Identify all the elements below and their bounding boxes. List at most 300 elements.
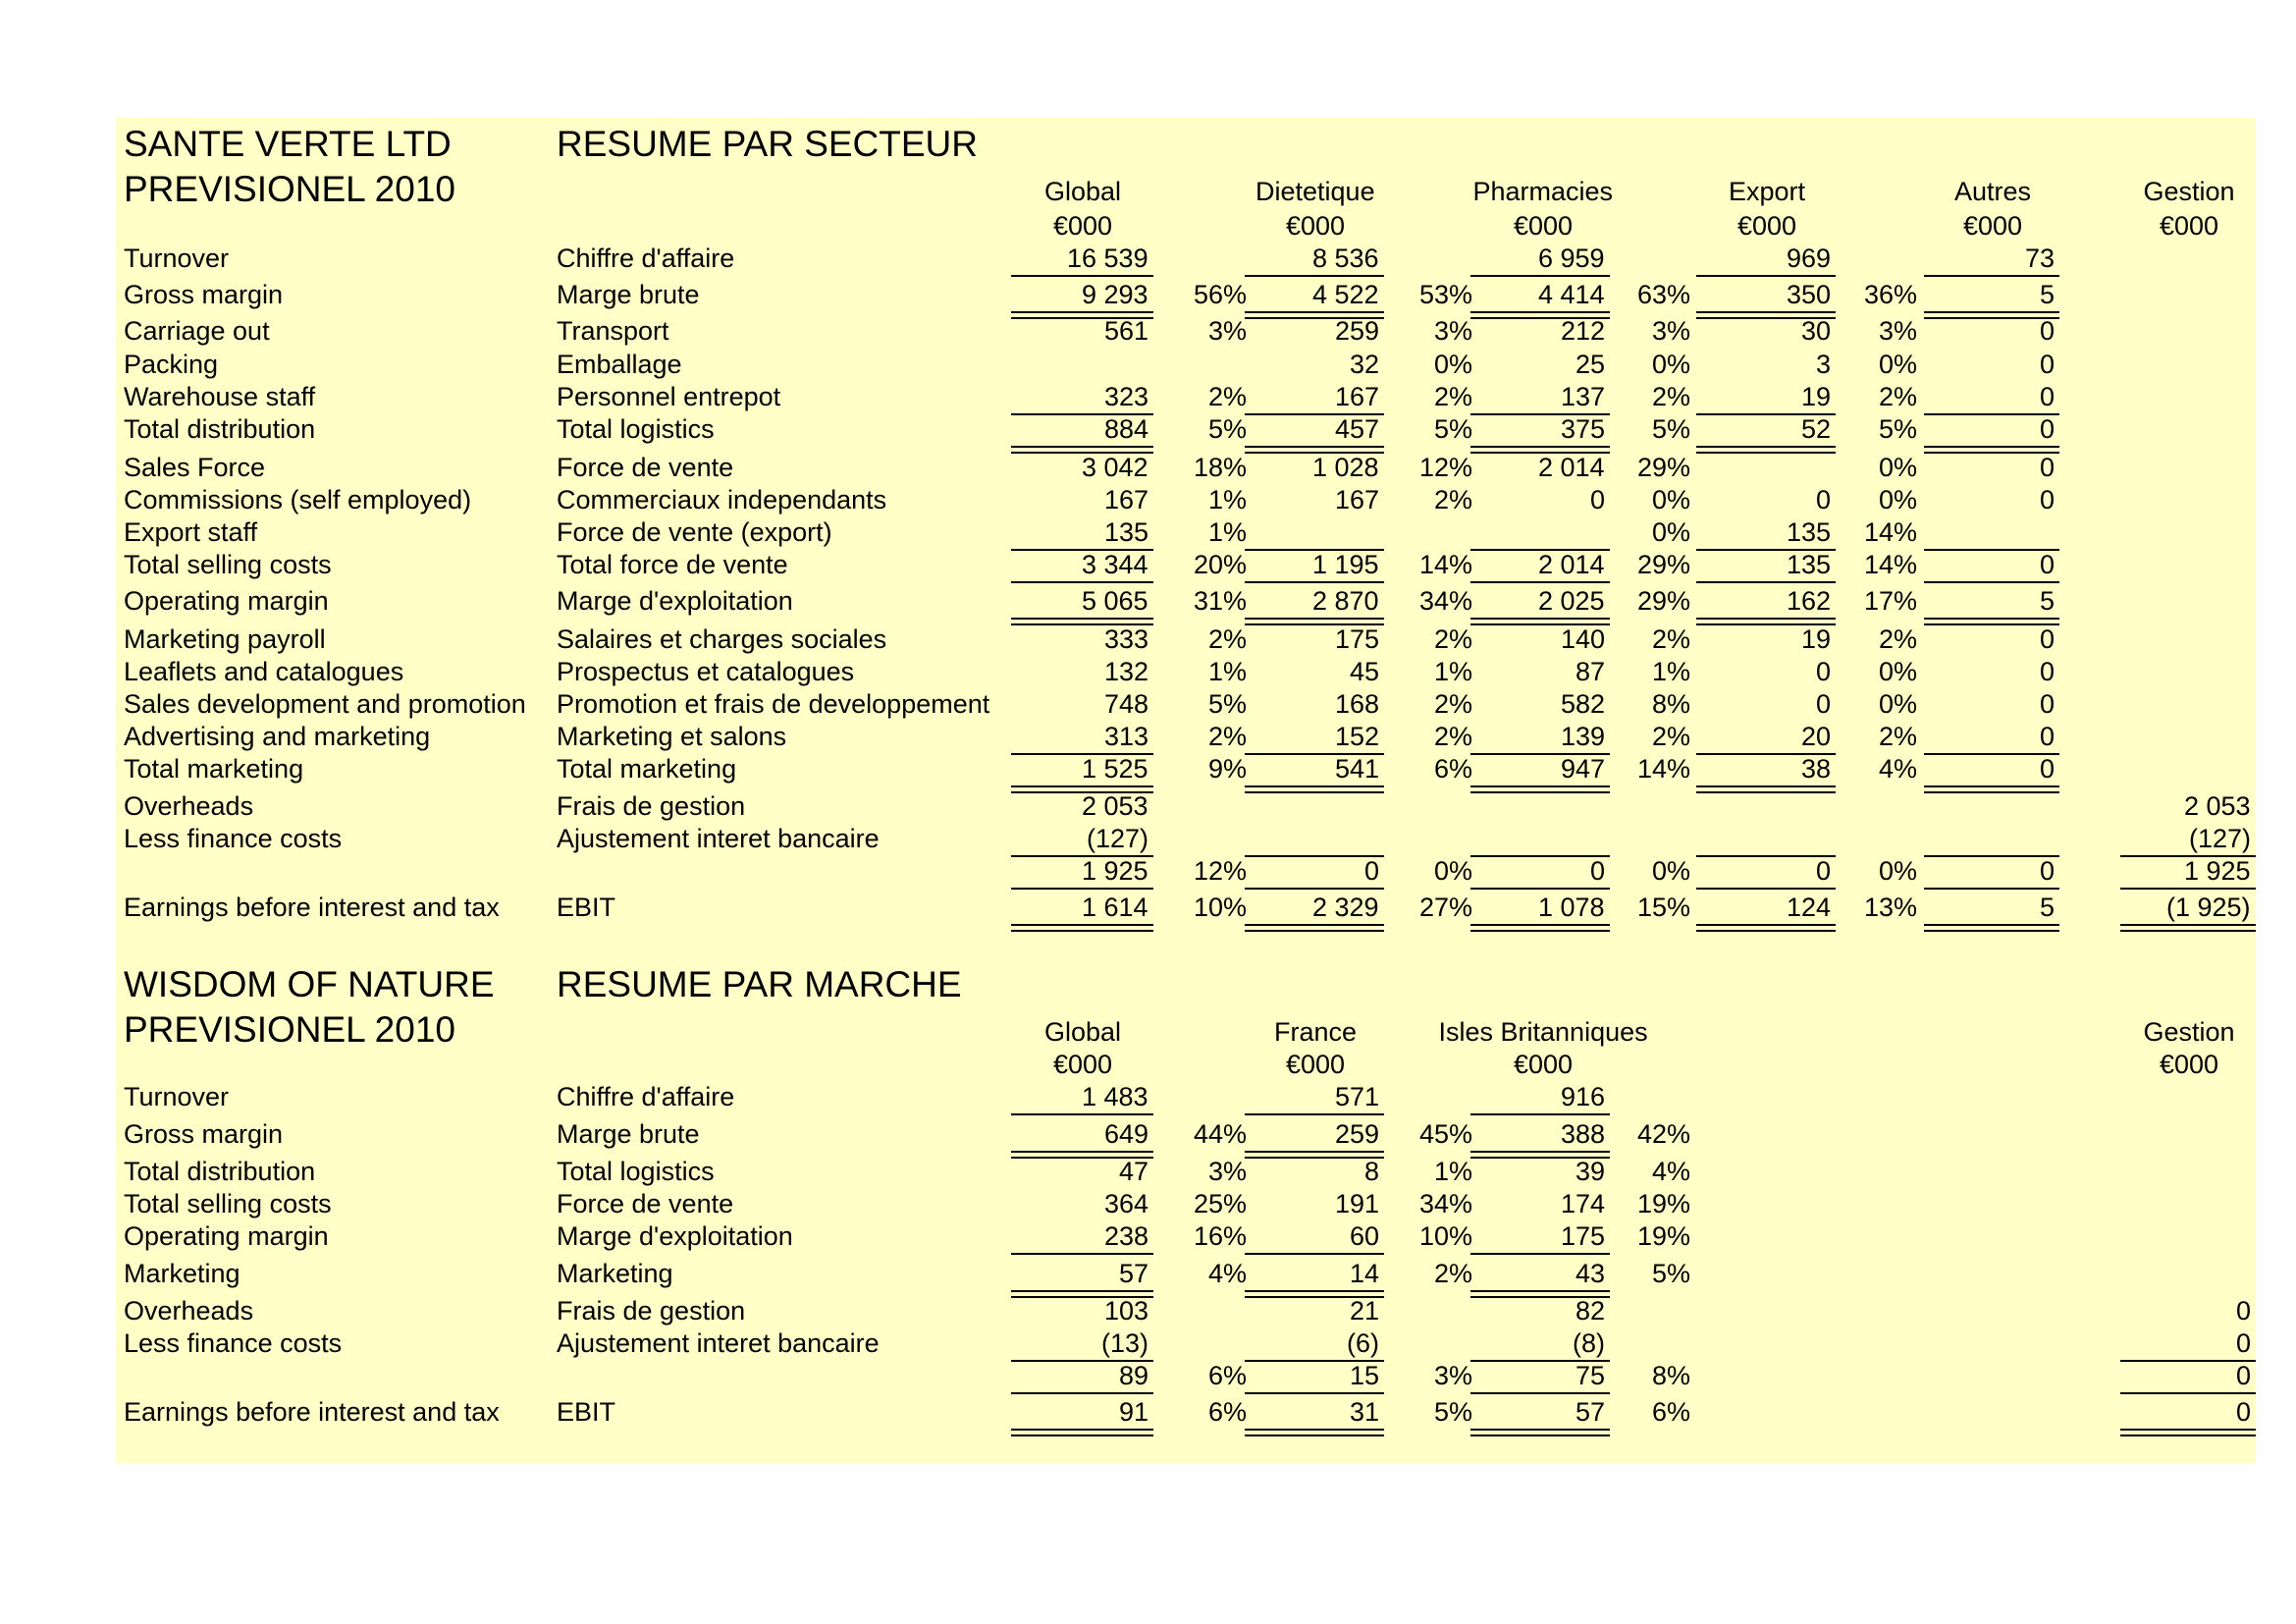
underline: [1245, 549, 1384, 551]
percent-cell: 12%: [1194, 856, 1248, 886]
row-label-fr: Marge brute: [557, 280, 700, 309]
value-cell: 0: [1816, 689, 1832, 719]
value-cell: 21: [1350, 1296, 1380, 1326]
value-cell: 0: [2040, 856, 2056, 886]
underline: [2120, 855, 2256, 857]
underline: [1696, 618, 1836, 620]
percent-cell: 6%: [1652, 1397, 1691, 1427]
value-cell: 140: [1561, 624, 1606, 654]
row-label-en: Turnover: [124, 1082, 230, 1111]
value-cell: 0: [2040, 485, 2056, 514]
row-label-en: Less finance costs: [124, 824, 343, 853]
percent-cell: 3%: [1434, 316, 1473, 346]
underline: [1245, 1392, 1384, 1394]
underline: [1470, 549, 1610, 551]
percent-cell: 2%: [1434, 722, 1473, 751]
underline-double: [1245, 1435, 1384, 1436]
value-cell: 174: [1561, 1189, 1606, 1218]
underline: [1245, 1360, 1384, 1362]
percent-cell: 4%: [1208, 1259, 1248, 1288]
percent-cell: 2%: [1652, 624, 1691, 654]
column-header: Pharmacies: [1472, 177, 1614, 206]
value-cell: 32: [1350, 350, 1380, 379]
percent-cell: 0%: [1652, 856, 1691, 886]
value-cell: 137: [1561, 382, 1606, 411]
value-cell: 1 195: [1312, 550, 1379, 579]
value-cell: 4 522: [1312, 280, 1379, 309]
row-label-fr: Emballage: [557, 350, 682, 379]
row-label-en: Sales development and promotion: [124, 689, 526, 719]
value-cell: 364: [1104, 1189, 1149, 1218]
percent-cell: 0%: [1879, 689, 1918, 719]
underline-double: [1245, 623, 1384, 625]
row-label-en: Total selling costs: [124, 550, 332, 579]
value-cell: 4 414: [1538, 280, 1605, 309]
underline: [1924, 785, 2059, 787]
underline: [1924, 753, 2059, 755]
value-cell: 388: [1561, 1119, 1606, 1149]
underline-double: [1245, 1296, 1384, 1298]
underline: [1470, 1113, 1610, 1115]
percent-cell: 31%: [1194, 586, 1248, 616]
underline: [1470, 1151, 1610, 1153]
value-cell: 75: [1575, 1361, 1606, 1390]
underline-double: [2120, 1435, 2256, 1436]
underline-double: [1470, 317, 1610, 319]
value-cell: 884: [1104, 414, 1149, 444]
percent-cell: 53%: [1419, 280, 1473, 309]
value-cell: 1 614: [1082, 893, 1148, 922]
row-label-fr: Chiffre d'affaire: [557, 244, 735, 273]
value-cell: 1 028: [1312, 453, 1379, 482]
row-label-fr: EBIT: [557, 1397, 616, 1427]
report-subtitle: PREVISIONEL 2010: [124, 169, 455, 209]
underline-double: [1924, 930, 2059, 932]
underline-double: [1011, 930, 1153, 932]
value-cell: 259: [1335, 316, 1380, 346]
underline-double: [1011, 1157, 1153, 1159]
row-label-fr: Total force de vente: [557, 550, 788, 579]
underline-double: [1696, 791, 1836, 793]
percent-cell: 12%: [1419, 453, 1473, 482]
underline: [1245, 275, 1384, 277]
value-cell: 91: [1119, 1397, 1149, 1427]
value-cell: 175: [1561, 1221, 1606, 1251]
value-cell: 0: [2040, 350, 2056, 379]
underline-double: [1924, 791, 2059, 793]
underline: [1924, 581, 2059, 583]
row-label-fr: Total logistics: [557, 1157, 715, 1186]
company-name: WISDOM OF NATURE: [124, 964, 495, 1004]
column-header: Dietetique: [1255, 177, 1375, 206]
row-label-en: Marketing payroll: [124, 624, 326, 654]
column-unit: €000: [1286, 211, 1346, 241]
value-cell: 103: [1104, 1296, 1149, 1326]
value-cell: 8 536: [1312, 244, 1379, 273]
value-cell: 20: [1801, 722, 1832, 751]
underline-double: [1011, 1435, 1153, 1436]
underline: [1011, 549, 1153, 551]
value-cell: 162: [1787, 586, 1832, 616]
underline-double: [1470, 1157, 1610, 1159]
underline-double: [1011, 452, 1153, 454]
underline: [1696, 888, 1836, 890]
row-label-en: Export staff: [124, 517, 258, 547]
percent-cell: 4%: [1652, 1157, 1691, 1186]
underline: [2120, 1392, 2256, 1394]
value-cell: 0: [1590, 856, 1606, 886]
percent-cell: 1%: [1208, 657, 1248, 686]
value-cell: 87: [1575, 657, 1606, 686]
underline: [1924, 446, 2059, 448]
percent-cell: 2%: [1208, 624, 1248, 654]
column-unit: €000: [1514, 211, 1574, 241]
row-label-fr: Force de vente (export): [557, 517, 832, 547]
value-cell: 124: [1787, 893, 1832, 922]
value-cell: 135: [1104, 517, 1149, 547]
underline-double: [1696, 623, 1836, 625]
underline: [1696, 753, 1836, 755]
row-label-fr: Marge brute: [557, 1119, 700, 1149]
value-cell: 39: [1575, 1157, 1606, 1186]
column-header: France: [1274, 1017, 1358, 1047]
percent-cell: 36%: [1864, 280, 1918, 309]
row-label-en: Advertising and marketing: [124, 722, 431, 751]
value-cell: (6): [1347, 1328, 1379, 1358]
underline: [1245, 888, 1384, 890]
value-cell: 0: [2236, 1328, 2252, 1358]
percent-cell: 15%: [1637, 893, 1691, 922]
column-unit: €000: [1286, 1050, 1346, 1079]
column-header: Export: [1729, 177, 1806, 206]
underline-double: [1924, 452, 2059, 454]
underline: [1924, 549, 2059, 551]
underline: [1470, 1392, 1610, 1394]
percent-cell: 2%: [1434, 485, 1473, 514]
spreadsheet-page: [116, 118, 2256, 1463]
underline: [1011, 413, 1153, 415]
underline-double: [1696, 452, 1836, 454]
percent-cell: 0%: [1652, 485, 1691, 514]
percent-cell: 1%: [1652, 657, 1691, 686]
underline-double: [1245, 930, 1384, 932]
value-cell: 1 525: [1082, 754, 1148, 784]
value-cell: 167: [1104, 485, 1149, 514]
value-cell: 3 042: [1082, 453, 1148, 482]
underline: [1696, 446, 1836, 448]
underline: [1470, 413, 1610, 415]
underline: [1245, 785, 1384, 787]
underline: [1470, 446, 1610, 448]
value-cell: 0: [2040, 550, 2056, 579]
value-cell: 313: [1104, 722, 1149, 751]
row-label-en: Operating margin: [124, 586, 329, 616]
value-cell: 748: [1104, 689, 1149, 719]
value-cell: (127): [1087, 824, 1149, 853]
value-cell: 135: [1787, 517, 1832, 547]
row-label-fr: Total logistics: [557, 414, 715, 444]
underline: [1470, 924, 1610, 926]
row-label-fr: Total marketing: [557, 754, 737, 784]
percent-cell: 2%: [1652, 382, 1691, 411]
percent-cell: 10%: [1419, 1221, 1473, 1251]
value-cell: 16 539: [1067, 244, 1148, 273]
percent-cell: 5%: [1434, 1397, 1473, 1427]
underline: [1924, 275, 2059, 277]
value-cell: 43: [1575, 1259, 1606, 1288]
value-cell: 19: [1801, 624, 1832, 654]
value-cell: 947: [1561, 754, 1606, 784]
underline: [1011, 1253, 1153, 1255]
underline: [1470, 311, 1610, 313]
percent-cell: 0%: [1652, 350, 1691, 379]
percent-cell: 3%: [1434, 1361, 1473, 1390]
underline: [1011, 275, 1153, 277]
value-cell: 0: [1590, 485, 1606, 514]
row-label-fr: Marge d'exploitation: [557, 586, 793, 616]
row-label-en: Carriage out: [124, 316, 270, 346]
row-label-en: Leaflets and catalogues: [124, 657, 404, 686]
percent-cell: 5%: [1879, 414, 1918, 444]
row-label-en: Total distribution: [124, 414, 316, 444]
underline: [1470, 1360, 1610, 1362]
value-cell: 6 959: [1538, 244, 1605, 273]
value-cell: 0: [1816, 485, 1832, 514]
underline-double: [1470, 1296, 1610, 1298]
percent-cell: 3%: [1208, 1157, 1248, 1186]
underline-double: [2120, 930, 2256, 932]
value-cell: 916: [1561, 1082, 1606, 1111]
percent-cell: 2%: [1879, 624, 1918, 654]
underline: [1924, 888, 2059, 890]
underline: [1924, 618, 2059, 620]
percent-cell: 1%: [1208, 485, 1248, 514]
percent-cell: 14%: [1864, 550, 1918, 579]
value-cell: 15: [1350, 1361, 1380, 1390]
underline: [1011, 785, 1153, 787]
column-unit: €000: [2160, 211, 2219, 241]
percent-cell: 2%: [1208, 722, 1248, 751]
percent-cell: 16%: [1194, 1221, 1248, 1251]
percent-cell: 3%: [1208, 316, 1248, 346]
value-cell: 571: [1335, 1082, 1380, 1111]
value-cell: 375: [1561, 414, 1606, 444]
value-cell: 152: [1335, 722, 1380, 751]
percent-cell: 5%: [1652, 1259, 1691, 1288]
underline: [1924, 855, 2059, 857]
percent-cell: 18%: [1194, 453, 1248, 482]
value-cell: (13): [1101, 1328, 1149, 1358]
underline-double: [1245, 452, 1384, 454]
value-cell: 8: [1364, 1157, 1380, 1186]
underline: [1696, 581, 1836, 583]
underline: [2120, 1360, 2256, 1362]
value-cell: 3: [1816, 350, 1832, 379]
report-subtitle: PREVISIONEL 2010: [124, 1009, 455, 1050]
percent-cell: 1%: [1434, 1157, 1473, 1186]
column-header: Global: [1044, 1017, 1122, 1047]
row-label-fr: Personnel entrepot: [557, 382, 781, 411]
value-cell: 969: [1787, 244, 1832, 273]
value-cell: (8): [1573, 1328, 1605, 1358]
percent-cell: 9%: [1208, 754, 1248, 784]
value-cell: 191: [1335, 1189, 1380, 1218]
underline: [1924, 924, 2059, 926]
value-cell: 1 925: [1082, 856, 1148, 886]
value-cell: (1 925): [2166, 893, 2251, 922]
row-label-en: Overheads: [124, 791, 254, 821]
value-cell: 2 025: [1538, 586, 1605, 616]
value-cell: 167: [1335, 485, 1380, 514]
underline: [1696, 549, 1836, 551]
row-label-en: Packing: [124, 350, 219, 379]
percent-cell: 14%: [1864, 517, 1918, 547]
row-label-fr: Salaires et charges sociales: [557, 624, 887, 654]
column-unit: €000: [1514, 1050, 1574, 1079]
percent-cell: 0%: [1434, 856, 1473, 886]
value-cell: 175: [1335, 624, 1380, 654]
row-label-fr: Transport: [557, 316, 669, 346]
value-cell: 0: [2040, 382, 2056, 411]
percent-cell: 29%: [1637, 550, 1691, 579]
percent-cell: 2%: [1208, 382, 1248, 411]
value-cell: 333: [1104, 624, 1149, 654]
value-cell: 350: [1787, 280, 1832, 309]
value-cell: (127): [2189, 824, 2252, 853]
row-label-fr: Marketing: [557, 1259, 673, 1288]
value-cell: 1 925: [2184, 856, 2251, 886]
row-label-en: Marketing: [124, 1259, 240, 1288]
underline: [1470, 855, 1610, 857]
underline: [1011, 924, 1153, 926]
percent-cell: 34%: [1419, 586, 1473, 616]
underline: [1696, 785, 1836, 787]
percent-cell: 4%: [1879, 754, 1918, 784]
value-cell: 0: [1816, 856, 1832, 886]
row-label-fr: Marge d'exploitation: [557, 1221, 793, 1251]
value-cell: 57: [1119, 1259, 1149, 1288]
underline-double: [1696, 930, 1836, 932]
underline-double: [1245, 317, 1384, 319]
row-label-en: Commissions (self employed): [124, 485, 472, 514]
column-header: Gestion: [2143, 1017, 2235, 1047]
underline: [1011, 581, 1153, 583]
underline: [1470, 888, 1610, 890]
row-label-en: Less finance costs: [124, 1328, 343, 1358]
row-label-en: Earnings before interest and tax: [124, 1397, 500, 1427]
value-cell: 2 870: [1312, 586, 1379, 616]
row-label-en: Earnings before interest and tax: [124, 893, 500, 922]
row-label-en: Gross margin: [124, 280, 284, 309]
underline-double: [1470, 930, 1610, 932]
underline: [1245, 1113, 1384, 1115]
percent-cell: 10%: [1194, 893, 1248, 922]
underline-double: [1470, 452, 1610, 454]
underline: [1470, 618, 1610, 620]
percent-cell: 44%: [1194, 1119, 1248, 1149]
underline: [1245, 311, 1384, 313]
underline: [1011, 1429, 1153, 1431]
row-label-en: Total selling costs: [124, 1189, 332, 1218]
percent-cell: 14%: [1419, 550, 1473, 579]
underline: [1470, 581, 1610, 583]
percent-cell: 42%: [1637, 1119, 1691, 1149]
percent-cell: 0%: [1879, 657, 1918, 686]
underline: [1245, 753, 1384, 755]
column-unit: €000: [1737, 211, 1797, 241]
underline: [1011, 888, 1153, 890]
value-cell: 0: [2040, 453, 2056, 482]
underline-double: [1011, 317, 1153, 319]
underline: [1245, 618, 1384, 620]
value-cell: 82: [1575, 1296, 1606, 1326]
value-cell: 60: [1350, 1221, 1380, 1251]
column-unit: €000: [1053, 211, 1113, 241]
percent-cell: 8%: [1652, 689, 1691, 719]
row-label-en: Overheads: [124, 1296, 254, 1326]
value-cell: 2 014: [1538, 453, 1605, 482]
value-cell: 2 014: [1538, 550, 1605, 579]
row-label-fr: Force de vente: [557, 453, 734, 482]
percent-cell: 3%: [1652, 316, 1691, 346]
underline-double: [1011, 791, 1153, 793]
row-label-fr: Prospectus et catalogues: [557, 657, 855, 686]
value-cell: 30: [1801, 316, 1832, 346]
underline: [1245, 581, 1384, 583]
row-label-en: Total marketing: [124, 754, 304, 784]
percent-cell: 27%: [1419, 893, 1473, 922]
value-cell: 14: [1350, 1259, 1380, 1288]
value-cell: 0: [2040, 657, 2056, 686]
row-label-fr: Force de vente: [557, 1189, 734, 1218]
percent-cell: 34%: [1419, 1189, 1473, 1218]
value-cell: 0: [2040, 316, 2056, 346]
underline: [2120, 1429, 2256, 1431]
value-cell: 139: [1561, 722, 1606, 751]
percent-cell: 5%: [1208, 414, 1248, 444]
value-cell: 135: [1787, 550, 1832, 579]
value-cell: 2 053: [1082, 791, 1148, 821]
value-cell: 45: [1350, 657, 1380, 686]
value-cell: 25: [1575, 350, 1606, 379]
value-cell: 259: [1335, 1119, 1380, 1149]
underline: [1011, 311, 1153, 313]
value-cell: 2 329: [1312, 893, 1379, 922]
underline: [1245, 924, 1384, 926]
percent-cell: 5%: [1434, 414, 1473, 444]
underline: [2120, 924, 2256, 926]
underline: [1011, 1151, 1153, 1153]
underline-double: [1924, 317, 2059, 319]
underline: [1011, 446, 1153, 448]
value-cell: 52: [1801, 414, 1832, 444]
value-cell: 19: [1801, 382, 1832, 411]
underline: [1470, 1253, 1610, 1255]
underline: [1470, 753, 1610, 755]
value-cell: 89: [1119, 1361, 1149, 1390]
underline-double: [1470, 791, 1610, 793]
percent-cell: 3%: [1879, 316, 1918, 346]
value-cell: 5: [2040, 280, 2056, 309]
report-title: RESUME PAR MARCHE: [557, 964, 962, 1004]
row-label-fr: Chiffre d'affaire: [557, 1082, 735, 1111]
value-cell: 323: [1104, 382, 1149, 411]
underline: [1924, 413, 2059, 415]
underline: [1011, 855, 1153, 857]
value-cell: 0: [2236, 1361, 2252, 1390]
row-label-fr: Promotion et frais de developpement: [557, 689, 990, 719]
value-cell: 238: [1104, 1221, 1149, 1251]
